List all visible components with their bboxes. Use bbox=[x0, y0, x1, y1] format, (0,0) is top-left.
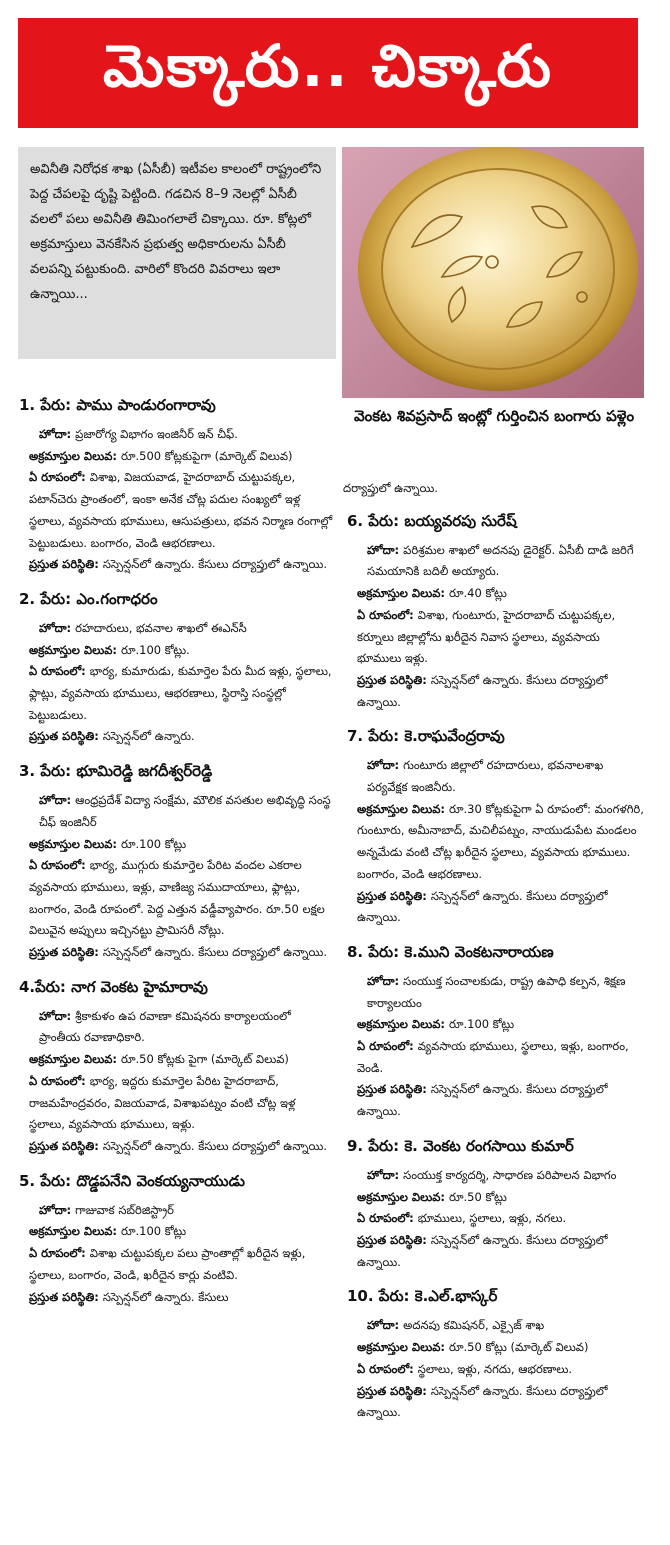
headline: మెక్కారు.. చిక్కారు bbox=[103, 31, 553, 100]
entry-post bbox=[343, 540, 645, 583]
profile-entry bbox=[343, 723, 645, 929]
entry-post-label: హోదా: bbox=[367, 542, 404, 557]
profile-entry bbox=[15, 1168, 333, 1309]
entry-title: 10. పేరు: కె.ఎల్.భాస్కర్ bbox=[347, 1287, 498, 1306]
entry-value-value: రూ.100 కోట్లు bbox=[121, 1224, 187, 1239]
entry-title: 1. పేరు: పాము పాండురంగారావు bbox=[19, 396, 216, 414]
gold-plate-image bbox=[342, 147, 644, 398]
entry-status bbox=[343, 670, 645, 713]
entry-value-value: రూ.100 కోట్లు. bbox=[121, 642, 190, 657]
entry-title: 9. పేరు: కె. వెంకట రంగసాయి కుమార్ bbox=[347, 1136, 574, 1155]
entry-value-value: రూ.40 కోట్లు bbox=[449, 586, 507, 601]
entry-status bbox=[15, 1287, 333, 1309]
entry-status bbox=[15, 554, 333, 576]
entry-value bbox=[343, 799, 645, 886]
entry-form-value: విశాఖ, గుంటూరు, హైదరాబాద్ చుట్టుపక్కల, కర్నూలు జిల్లాల్లోను ఖరీదైన నివాస స్థలాలు, వ్యవసాయ భూములు ఇళ్లు. bbox=[357, 607, 616, 666]
entry-status bbox=[15, 942, 333, 964]
entry-value bbox=[343, 1337, 645, 1359]
entry-status-label: ప్రస్తుత పరిస్థితి: bbox=[357, 1082, 431, 1097]
gold-plate-photo bbox=[342, 147, 644, 398]
entry-value-value: రూ.100 కోట్లు bbox=[121, 836, 187, 851]
entry-title: 4.పేరు: నాగ వెంకట హైమారావు bbox=[19, 977, 208, 996]
entry-form-value: విశాఖ, విజయవాడ, హైదరాబాద్ చుట్టుపక్కల, పటాన్‌చెరు ప్రాంతంలో, ఇంకా అనేక చోట్ల పదుల సంఖ్యలో ఇళ్ల స్థలాలు, వ్యవసాయ భూములు, ఆసుపత్రులు, భవన నిర్మాణ రంగాల్లో పెట్టుబడులు. బంగారం, వెండి ఆభరణాలు. bbox=[29, 470, 333, 550]
entry-status-label: ప్రస్తుత పరిస్థితి: bbox=[29, 945, 103, 960]
entry-status bbox=[343, 1230, 645, 1273]
entry-post-value: గాజువాక సబ్‌రిజిస్ట్రార్ bbox=[75, 1202, 174, 1217]
entry-post-label: హోదా: bbox=[39, 427, 76, 441]
entry-post-value: అదనపు కమిషనర్, ఎక్సైజ్ శాఖ bbox=[403, 1318, 545, 1333]
entry-status-label: ప్రస్తుత పరిస్థితి: bbox=[357, 672, 431, 687]
photo-caption: వెంకట శివప్రసాద్ ఇంట్లో గుర్తించిన బంగారు పళ్లెం bbox=[353, 407, 635, 425]
entry-status-value: సస్పెన్షన్‌లో ఉన్నారు. కేసులు bbox=[102, 1289, 229, 1304]
entry-value-value: రూ.50 కోట్లు bbox=[449, 1189, 507, 1204]
entry-form-value: భార్య, ఇద్దరు కుమార్తెల పేరిట హైదరాబాద్, రాజమహేంద్రవరం, విజయవాడ, విశాఖపట్నం వంటి చోట్ల ఇళ్ల స్థలాలు, వ్యవసాయ భూములు, ఇళ్లు. bbox=[29, 1073, 296, 1132]
entry-post bbox=[343, 755, 645, 798]
entry-value-label: అక్రమాస్తుల విలువ: bbox=[29, 448, 122, 463]
left-column bbox=[15, 392, 333, 1318]
entry-form-label: ఏ రూపంలో: bbox=[357, 1211, 418, 1226]
profile-entry bbox=[343, 1133, 645, 1274]
entry-post-label: హోదా: bbox=[367, 758, 404, 773]
entry-post-label: హోదా: bbox=[367, 973, 404, 988]
headline-banner bbox=[18, 18, 638, 128]
entry-status bbox=[15, 726, 333, 748]
profile-entry bbox=[343, 508, 645, 714]
entry-form bbox=[15, 661, 333, 726]
entry-form-value: భార్య, కుమారుడు, కుమార్తెల పేరు మీద ఇళ్లు, స్థలాలు, ఫ్లాట్లు, వ్యవసాయ భూములు, ఆభరణాలు, స్థిరాస్తి సంస్థల్లో పెట్టుబడులు. bbox=[29, 664, 332, 722]
entry-form-label: ఏ రూపంలో: bbox=[357, 1039, 418, 1054]
entry-form-value: విశాఖ చుట్టుపక్కల పలు ప్రాంతాల్లో ఖరీదైన ఇళ్లు, స్థలాలు, బంగారం, వెండి, ఖరీదైన కార్లు వంటివి. bbox=[29, 1246, 306, 1282]
right-column bbox=[343, 478, 645, 1434]
entry-value-value: రూ.500 కోట్లకుపైగా (మార్కెట్ విలువ) bbox=[121, 448, 293, 463]
entry-form-label: ఏ రూపంలో: bbox=[29, 1246, 90, 1261]
entry-title: 8. పేరు: కె.ముని వెంకటనారాయణ bbox=[347, 942, 554, 961]
entry-status-label: ప్రస్తుత పరిస్థితి: bbox=[357, 1383, 431, 1398]
entry-form-label: ఏ రూపంలో: bbox=[29, 1073, 90, 1088]
profile-entry bbox=[343, 939, 645, 1123]
entry-status-value: సస్పెన్షన్‌లో ఉన్నారు. కేసులు దర్యాప్తులో ఉన్నాయి. bbox=[357, 1232, 608, 1269]
entry-post-label: హోదా: bbox=[367, 1318, 404, 1333]
entry-value-label: అక్రమాస్తుల విలువ: bbox=[29, 642, 122, 657]
entry-value-label: అక్రమాస్తుల విలువ: bbox=[357, 801, 450, 816]
entry-form bbox=[15, 467, 333, 554]
entry-form bbox=[343, 605, 645, 670]
entry-status-label: ప్రస్తుత పరిస్థితి: bbox=[357, 1232, 431, 1247]
entry-form-value: భార్య, ముగ్గురు కుమార్తెల పేరిట వందల ఎకరాల వ్యవసాయ భూములు, ఇళ్లు, వాణిజ్య సముదాయాలు, ఫ్లాట్లు, బంగారం, వెండి రూపంలో. పెద్ద ఎత్తున వడ్డీవ్యాపారం. రూ.50 లక్షల విలువైన అప్పులు ఇచ్చినట్టు ప్రామిసరీ నోట్లు. bbox=[29, 858, 325, 938]
entry-value-label: అక్రమాస్తుల విలువ: bbox=[357, 1189, 450, 1204]
entry-form bbox=[15, 1071, 333, 1136]
entry-post bbox=[15, 1006, 333, 1049]
entry-title: 7. పేరు: కె.రాఘవేంద్రరావు bbox=[347, 727, 505, 746]
entry-status-value: సస్పెన్షన్‌లో ఉన్నారు. కేసులు దర్యాప్తులో ఉన్నాయి. bbox=[357, 1082, 608, 1119]
entry-post-label: హోదా: bbox=[39, 620, 76, 635]
entry-value-value: రూ.50 కోట్లకు పైగా (మార్కెట్ విలువ) bbox=[121, 1052, 289, 1067]
entry-form-value: భూములు, స్థలాలు, ఇళ్లు, నగలు. bbox=[417, 1211, 567, 1226]
entry-title: 5. పేరు: దొడ్డపనేని వెంకయ్యనాయుడు bbox=[19, 1171, 245, 1190]
entry-post bbox=[15, 618, 333, 640]
entry-form bbox=[343, 1036, 645, 1079]
entry-post-value: రహదారులు, భవనాల శాఖలో ఈఎన్‌సీ bbox=[75, 620, 247, 635]
profile-entry bbox=[343, 1283, 645, 1424]
entry-value-label: అక్రమాస్తుల విలువ: bbox=[29, 1224, 122, 1239]
entry-value bbox=[343, 583, 645, 605]
profile-entry bbox=[15, 974, 333, 1158]
entry-post-value: గుంటూరు జిల్లాలో రహదారులు, భవనాలశాఖ పర్యవేక్షక ఇంజినీరు. bbox=[367, 758, 604, 795]
entry-post-value: పరిశ్రమల శాఖలో అదనపు డైరెక్టర్. ఏసీబీ దాడి జరిగే సమయానికి బదిలీ అయ్యారు. bbox=[367, 542, 634, 579]
entry-value bbox=[15, 1049, 333, 1071]
entry-status-value: సస్పెన్షన్‌లో ఉన్నారు. కేసులు దర్యాప్తులో ఉన్నాయి. bbox=[102, 557, 327, 572]
entry-form-value: స్థలాలు, ఇళ్లు, నగదు, ఆభరణాలు. bbox=[417, 1361, 573, 1376]
entry-post-label: హోదా: bbox=[367, 1167, 404, 1182]
entry-post-label: హోదా: bbox=[39, 793, 76, 808]
entry-form bbox=[15, 855, 333, 942]
entry-status-value: సస్పెన్షన్‌లో ఉన్నారు. bbox=[102, 729, 195, 744]
entry-value-value: రూ.30 కోట్లకుపైగా ఏ రూపంలో: మంగళగిరి, గుంటూరు, అమీనాబాద్, మచిలీపట్నం, నాయుడుపేట మండలం అన్నమేడు వంటి చోట్ల ఖరీదైన స్థలాలు, వ్యవసాయ భూములు. బంగారం, వెండి ఆభరణాలు. bbox=[357, 801, 644, 881]
entry-status bbox=[343, 886, 645, 929]
entry-status-value: సస్పెన్షన్‌లో ఉన్నారు. కేసులు దర్యాప్తులో ఉన్నాయి. bbox=[102, 1138, 327, 1153]
entry-value bbox=[15, 640, 333, 662]
entry-value bbox=[343, 1187, 645, 1209]
entry-post bbox=[343, 971, 645, 1014]
entry-title: 3. పేరు: భూమిరెడ్డి జగదీశ్వర్‌రెడ్డి bbox=[19, 762, 213, 781]
entry-value-label: అక్రమాస్తుల విలువ: bbox=[29, 1052, 122, 1067]
entry-value-value: రూ.100 కోట్లు bbox=[449, 1017, 515, 1032]
entry-post-value: సంయుక్త సంచాలకుడు, రాష్ట్ర ఉపాధి కల్పన, శిక్షణ కార్యాలయం bbox=[367, 973, 626, 1010]
entry-status-value: సస్పెన్షన్‌లో ఉన్నారు. కేసులు దర్యాప్తులో ఉన్నాయి. bbox=[102, 945, 327, 960]
entry-status-label: ప్రస్తుత పరిస్థితి: bbox=[29, 557, 103, 572]
entry-value-label: అక్రమాస్తుల విలువ: bbox=[29, 836, 122, 851]
entry-form-value: వ్యవసాయ భూములు, స్థలాలు, ఇళ్లు, బంగారం, వెండి. bbox=[357, 1039, 629, 1075]
entry-post bbox=[343, 1315, 645, 1337]
entry-status bbox=[343, 1079, 645, 1122]
entry-value-label: అక్రమాస్తుల విలువ: bbox=[357, 1340, 450, 1355]
profile-entry bbox=[15, 758, 333, 964]
entry-status-label: ప్రస్తుత పరిస్థితి: bbox=[29, 729, 103, 744]
profile-entry bbox=[15, 392, 333, 576]
entry-value-label: అక్రమాస్తుల విలువ: bbox=[357, 586, 450, 601]
entry-post-value: ఆంధ్రప్రదేశ్ విద్యా సంక్షేమ, మౌలిక వసతుల అభివృద్ధి సంస్థ చీఫ్ ఇంజినీర్ bbox=[39, 793, 331, 829]
continuation-text: దర్యాప్తులో ఉన్నాయి. bbox=[343, 481, 438, 495]
entry-status bbox=[15, 1136, 333, 1158]
entry-status-value: సస్పెన్షన్‌లో ఉన్నారు. కేసులు దర్యాప్తులో ఉన్నాయి. bbox=[357, 1383, 608, 1420]
entry-post bbox=[15, 1200, 333, 1222]
entry-status bbox=[343, 1381, 645, 1424]
entry-form-label: ఏ రూపంలో: bbox=[357, 1361, 418, 1376]
entry-post bbox=[343, 1165, 645, 1187]
entry-value bbox=[15, 446, 333, 468]
entry-post-label: హోదా: bbox=[39, 1202, 76, 1217]
entry-form-label: ఏ రూపంలో: bbox=[29, 664, 90, 679]
entry-form bbox=[343, 1359, 645, 1381]
entry-value bbox=[15, 1221, 333, 1243]
entry-post-label: హోదా: bbox=[39, 1008, 76, 1023]
entry-value-label: అక్రమాస్తుల విలువ: bbox=[357, 1017, 450, 1032]
entry-value bbox=[15, 834, 333, 856]
entry-value bbox=[343, 1014, 645, 1036]
profile-entry bbox=[15, 586, 333, 748]
entry-status-value: సస్పెన్షన్‌లో ఉన్నారు. కేసులు దర్యాప్తులో ఉన్నాయి. bbox=[357, 672, 608, 709]
entry-form bbox=[15, 1243, 333, 1286]
entry-form-label: ఏ రూపంలో: bbox=[29, 470, 90, 485]
entry-value-value: రూ.50 కోట్లు (మార్కెట్ విలువ) bbox=[449, 1340, 589, 1355]
entry-post-value: ప్రజారోగ్య విభాగం ఇంజినీర్ ఇన్ చీఫ్. bbox=[75, 427, 238, 441]
entry-form-label: ఏ రూపంలో: bbox=[357, 607, 418, 622]
entry-post-value: సంయుక్త కార్యదర్శి, సాధారణ పరిపాలన విభాగం bbox=[403, 1167, 617, 1182]
entry-post bbox=[15, 424, 333, 446]
entry-form bbox=[343, 1208, 645, 1230]
entry-title: 2. పేరు: ఎం.గంగాధరం bbox=[19, 589, 158, 608]
entry-post-value: శ్రీకాకుళం ఉప రవాణా కమిషనరు కార్యాలయంలో ప్రాంతీయ రవాణాధికారి. bbox=[39, 1008, 291, 1045]
intro-box: అవినీతి నిరోధక శాఖ (ఏసీబీ) ఇటీవల కాలంలో రాష్ట్రంలోని పెద్ద చేపలపై దృష్టి పెట్టింది. గడచిన 8–9 నెలల్లో ఏసీబీ వలలో పలు అవినీతి తిమింగలాలే చిక్కాయి. రూ. కోట్లలో అక్రమాస్తులు వెనకేసిన ప్రభుత్వ అధికారులను ఏసీబీ వలపన్ని పట్టుకుంది. వారిలో కొందరి వివరాలు ఇలా ఉన్నాయి... bbox=[18, 147, 336, 359]
entry-post bbox=[15, 790, 333, 833]
entry-status-label: ప్రస్తుత పరిస్థితి: bbox=[29, 1138, 103, 1153]
entry-status-label: ప్రస్తుత పరిస్థితి: bbox=[29, 1289, 103, 1304]
entry-status-label: ప్రస్తుత పరిస్థితి: bbox=[357, 888, 431, 903]
entry-form-label: ఏ రూపంలో: bbox=[29, 858, 90, 873]
entry-status-value: సస్పెన్షన్‌లో ఉన్నారు. కేసులు దర్యాప్తులో ఉన్నాయి. bbox=[357, 888, 608, 925]
entry-title: 6. పేరు: బయ్యవరపు సురేష్ bbox=[347, 511, 517, 530]
